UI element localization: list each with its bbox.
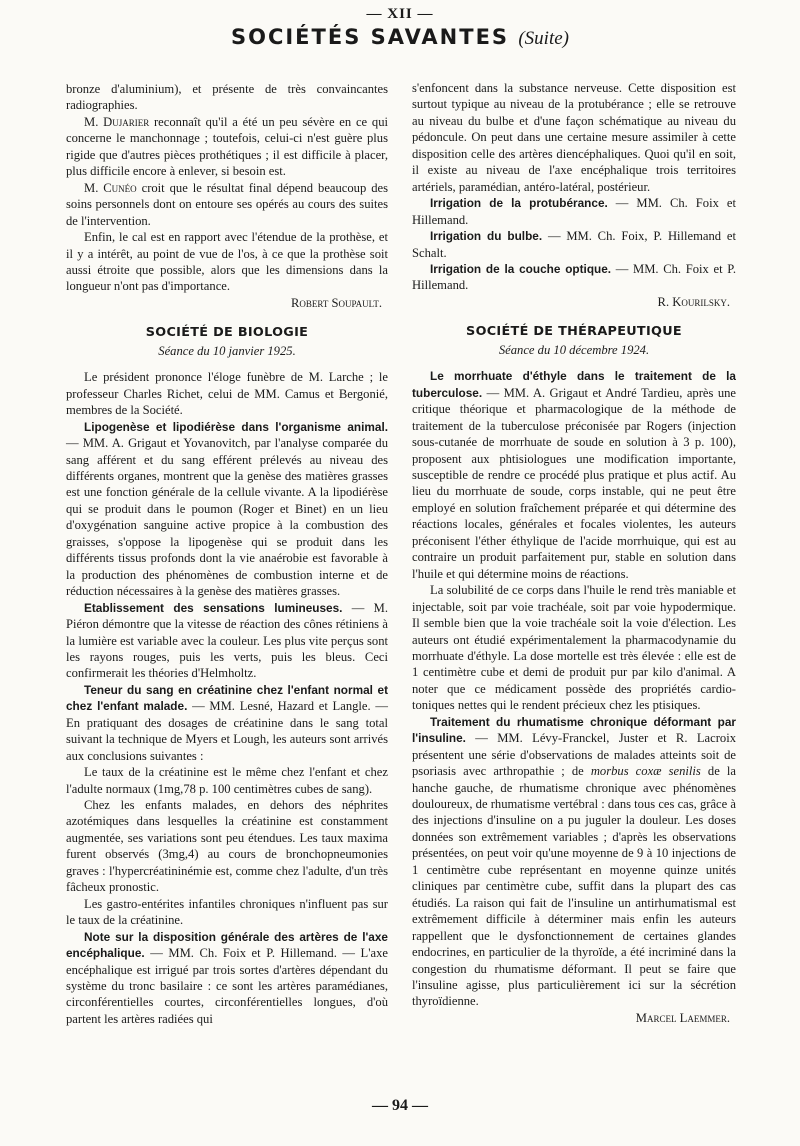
signature: Marcel Laemmer. — [635, 1010, 730, 1025]
paragraph — [66, 600, 388, 682]
paragraph: Chez les enfants malades, en dehors des néphrites azotémiques dans lesquelles la créatinine est constamment augmentée, ses variations sont peu étendues. Les taux maxima furent observés (3mg,4) au cours de bronchopneumonies graves : l'hypercréatininémie est, comme chez l'adulte, d'un très fâcheux pronostic. — [66, 798, 388, 895]
paragraph-text: — MM. Lévy-Franckel, Juster et R. Lacroix présentent une série d'observations de malades atteints soit de psoriasis avec arthropathie ; de — [412, 731, 736, 779]
article-heading: Etablissement des sensations lumineuses. — [84, 600, 343, 615]
paragraph: Les gastro-entérites infantiles chroniques n'influent pas sur le taux de la créatinine. — [66, 896, 388, 928]
seance-date: Séance du 10 décembre 1924. — [498, 342, 650, 357]
right-column — [412, 80, 736, 1026]
paragraph-text: — MM. Ch. Foix et P. Hillemand. — [412, 261, 736, 293]
author-name: M. Cunéo — [84, 180, 137, 195]
article-heading: Irrigation de la couche optique. — [430, 261, 612, 276]
seance-date: Séance du 10 janvier 1925. — [158, 343, 296, 358]
paragraph — [412, 368, 736, 582]
paragraph-text: — MM. Ch. Foix, P. Hillemand et Schalt. — [412, 229, 736, 260]
signature: Robert Soupault. — [290, 295, 382, 310]
article-heading: Irrigation du bulbe. — [430, 229, 543, 244]
paragraph: s'enfoncent dans la substance nerveuse. Cette disposition est surtout typique au niveau de la protubérance ; elle se retrouve au niveau du bulbe et d'une façon schématique au niveau du pédoncule. On peut dans une certaine mesure assimiler à cette disposition celle des artères diencéphaliques. Quoi qu'il en soit, il existe au niveau de l'axe encéphalique trois territoires artériels, paramédian, antéro-latéral, postérieur. — [412, 81, 736, 194]
paragraph-text: — MM. Ch. Foix et P. Hillemand. — L'axe encéphalique est irrigué par trois sortes d'artères dépendant du système du tronc basilaire : ce sont les artères paramédianes, circonférentielles courtes, circonférentielles longues, d'où partent les artères radiées qui — [66, 946, 388, 1026]
paragraph: Le taux de la créatinine est le même chez l'enfant et chez l'adulte normaux (1mg,78 p. 100 centimètres cubes de sang). — [66, 765, 388, 796]
page-number: — 94 — — [372, 1097, 428, 1114]
paragraph-text: croit que le résultat final dépend beaucoup des soins personnels dont on entoure ses opérés au cours des suites de l'intervention. — [66, 180, 388, 228]
paragraph — [412, 195, 736, 228]
paragraph: Enfin, le cal est en rapport avec l'étendue de la prothèse, et il y a intérêt, au point de vue de l'os, à ce que la prothèse soit aussi étroite que possible, alors que les dimensions dans la longueur n'ont pas d'importance. — [66, 230, 388, 294]
paragraph-text: — M. Piéron démontre que la vitesse de réaction des cônes rétiniens à la lumière est variable avec la couleur. Les plus vite perçus sont les rayons rouges, puis les verts, puis les bleus. Ceci confirmerait les théories d'Helmholtz. — [66, 600, 388, 681]
paragraph — [66, 114, 388, 180]
paragraph — [66, 929, 388, 1028]
latin-term: morbus coxæ senilis — [590, 764, 701, 779]
paragraph — [66, 682, 388, 764]
article-heading: Traitement du rhumatisme chronique déformant par l'insuline. — [412, 714, 736, 746]
paragraph — [412, 261, 736, 294]
paragraph — [66, 419, 388, 600]
paragraph-text: de la hanche gauche, de rhumatisme chronique avec phénomènes douloureux, de rhumatisme vertébral : dans tous ces cas, grâce à des injections d'insuline on a pu juguler la douleur. Les doses données son extrêmement variables ; d'après les observations présentées, on peut voir qu'une moyenne de 9 à 10 injections de 1 centimètre cube représentant en moyenne quinze unités cliniques par centimètre cube, suffit dans la plupart des cas étudiés. La raison qui fait de l'insuline un antirhumatismal est extrêmement difficile à déterminer mais enfin les auteurs rappellent que le dysfonctionnement de certaines glandes endocrines, en particulier de la thyroïde, a été incriminé dans la congestion du rhumatisme déformant. Il peut se faire que l'insuline agisse, plus particulièrement ici sur la sécrétion thyroïdienne. — [412, 764, 736, 1009]
author-name: M. Dujarier — [84, 114, 150, 129]
article-heading: Irrigation de la protubérance. — [430, 196, 608, 211]
paragraph-text: reconnaît qu'il a été un peu sévère en ce qui concerne le manchonnage ; toutefois, celui-ci n'est guère plus rigide que d'autres pièces prothétiques ; il est difficile à placer, plus difficile encore à enlever, si besoin est. — [66, 114, 389, 179]
page-title — [0, 25, 800, 50]
paragraph-text: — MM. Lesné, Hazard et Langle. — En pratiquant des dosages de créatinine dans le sang total suivant la technique de Myers et Lough, les auteurs sont arrivés aux conclusions suivantes : — [66, 699, 388, 763]
page-header — [0, 6, 800, 50]
article-heading: Teneur du sang en créatinine chez l'enfant normal et chez l'enfant malade. — [66, 682, 388, 714]
paragraph — [412, 228, 736, 261]
article-heading: Lipogenèse et lipodiérèse dans l'organisme animal. — [84, 419, 388, 434]
page-roman-numeral: — XII — — [366, 6, 434, 22]
title-main: SOCIÉTÉS SAVANTES — [230, 25, 510, 49]
article-heading: Le morrhuate d'éthyle dans le traitement de la tuberculose. — [412, 369, 736, 400]
section-title-biologie: SOCIÉTÉ DE BIOLOGIE — [145, 325, 309, 341]
title-suffix: (Suite) — [518, 28, 570, 49]
left-column — [66, 81, 388, 1027]
paragraph — [412, 714, 736, 1010]
paragraph: Le président prononce l'éloge funèbre de M. Larche ; le professeur Charles Richet, celui de MM. Camus et Bergonié, membres de la Société. — [66, 370, 388, 418]
signature: R. Kourilsky. — [657, 294, 730, 309]
paragraph: La solubilité de ce corps dans l'huile le rend très maniable et injectable, soit par voie trachéale, soit par voie hypodermique. Il semble bien que la voie trachéale soit la voie d'élection. Les auteurs ont étudié expérimentalement la pharmacodynamie du morrhuate d'éthyle. La dose mortelle est très élevée : elle est de 1 centimètre cube et demi de produit pur par kilo d'animal. A noter que ce médicament possède des propriétés cardio-toniques nettes qui le rendent précieux chez les ptisiques. — [412, 583, 736, 713]
article-heading: Note sur la disposition générale des artères de l'axe encéphalique. — [66, 929, 388, 961]
paragraph-text: — MM. Ch. Foix et Hillemand. — [412, 196, 736, 227]
section-title-therapeutique: SOCIÉTÉ DE THÉRAPEUTIQUE — [466, 324, 682, 340]
paragraph — [66, 180, 388, 229]
paragraph: bronze d'aluminium), et présente de très convaincantes radiographies. — [66, 82, 388, 113]
paragraph-text: — MM. A. Grigaut et André Tardieu, après une critique théorique et pharmacologique de la méthode de traitement de la tuberculose préconisée par Rogers (injection sous-cutanée de morrhuate de soude en solution à 3 p. 100), proposent aux phtisiologues une modification importante, susceptible de rendre ce procédé plus pratique et plus actif. Au lieu du morrhuate de soude, corps instable, qui ne peut être employé en solution fraîchement préparée et qui détermine des réactions locales, générales et focales violentes, les auteurs préconisent l'éther éthylique de l'acide morrhuique, qui est au contraire un produit parfaitement pur, stable en solution dans l'huile et qui détermine moins de réactions. — [412, 385, 736, 581]
paragraph-text: — MM. A. Grigaut et Yovanovitch, par l'analyse comparée du sang afférent et du sang efférent prélevés au niveau des différents organes, montrent que la genèse des matières grasses est une fonction générale de la cellule vivante. A la lipodiérèse qui se produit dans le poumon (Roger et Binet) en un lieu d'oxygénation sanguine active propice à la combustion des graisses, s'oppose la lipogenèse qui se produit dans les différents tissus profonds dont la vie anaérobie est favorable à la production des phénomènes de combustion interne et de réduction nécessaires à la genèse des matières grasses. — [66, 436, 388, 599]
